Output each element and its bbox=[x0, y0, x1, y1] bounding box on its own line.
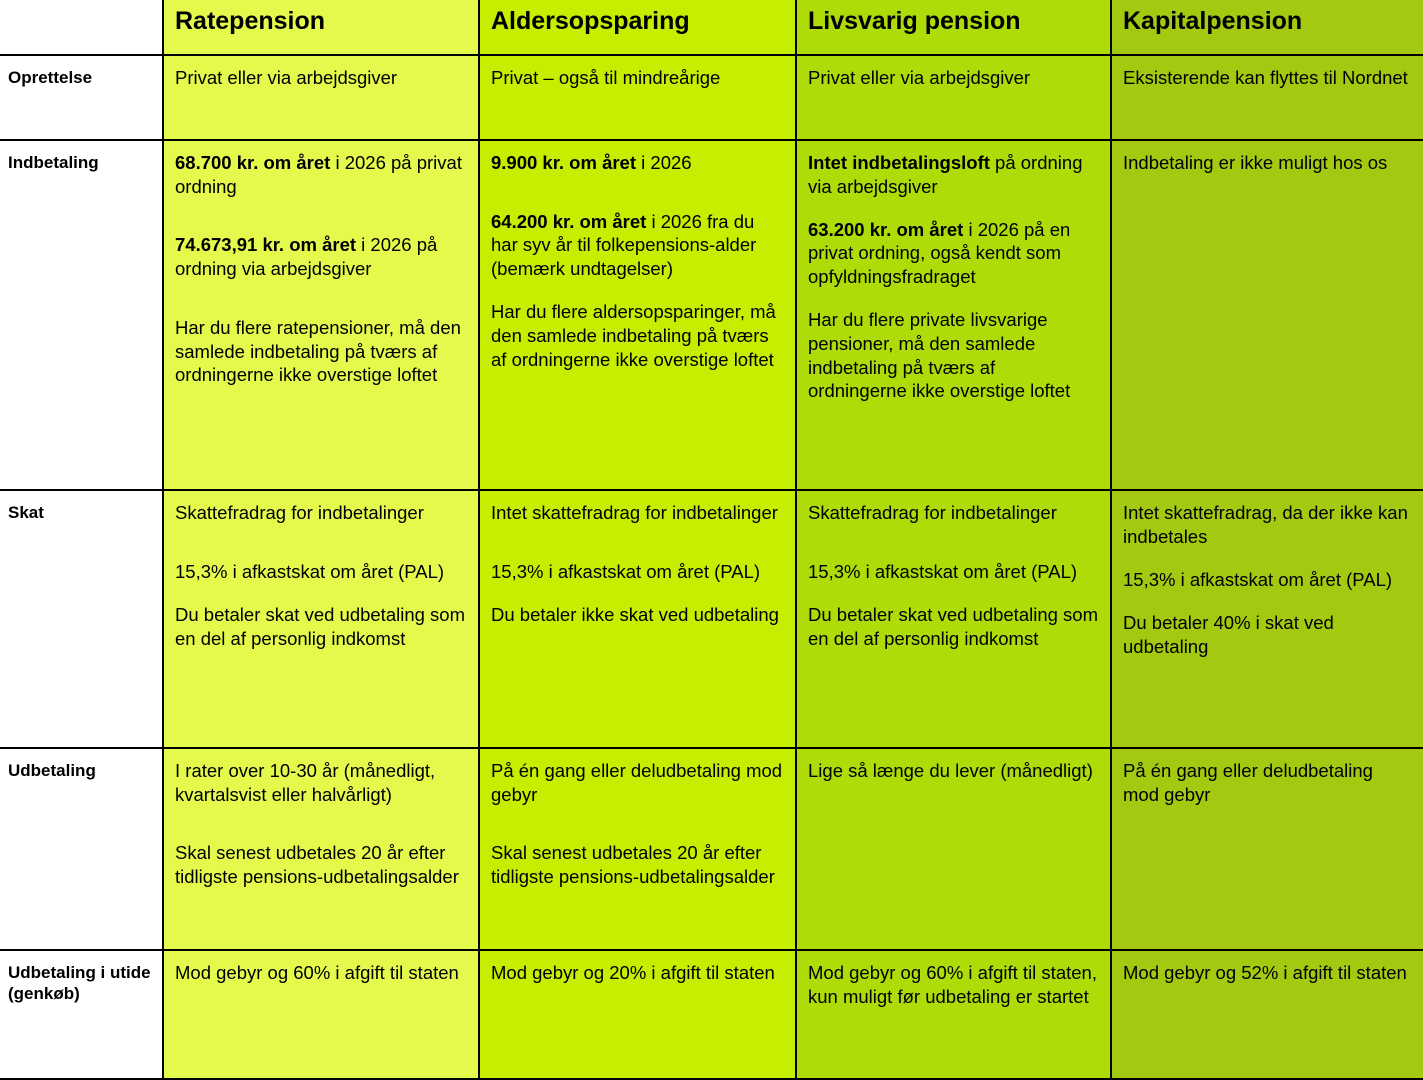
cell-paragraph: Privat eller via arbejdsgiver bbox=[175, 67, 398, 88]
cell-utide-livsvarig bbox=[796, 950, 1111, 1079]
row-label-oprettelse: Oprettelse bbox=[0, 55, 163, 140]
cell-oprettelse-aldersopsparing bbox=[479, 55, 796, 140]
cell-paragraph: I rater over 10-30 år (månedligt, kvartalsvist eller halvårligt) bbox=[175, 760, 436, 805]
cell-paragraph: Indbetaling er ikke muligt hos os bbox=[1123, 152, 1388, 173]
column-header-kapitalpension: Kapitalpension bbox=[1111, 0, 1423, 55]
cell-emphasis: 74.673,91 kr. om året bbox=[175, 234, 357, 256]
cell-paragraph: Har du flere aldersopsparinger, må den samlede indbetaling på tværs af ordningerne ikke overstige loftet bbox=[491, 301, 776, 370]
table-row bbox=[0, 748, 1423, 950]
cell-oprettelse-kapitalpension bbox=[1111, 55, 1423, 140]
row-label-udbetaling: Udbetaling bbox=[0, 748, 163, 950]
cell-paragraph: På én gang eller deludbetaling mod gebyr bbox=[1123, 760, 1373, 805]
cell-emphasis: 68.700 kr. om året bbox=[175, 152, 331, 173]
cell-paragraph: Du betaler skat ved udbetaling som en del af personlig indkomst bbox=[808, 603, 1099, 649]
column-header-ratepension: Ratepension bbox=[163, 0, 479, 55]
cell-paragraph: Skal senest udbetales 20 år efter tidligste pensions-udbetalingsalder bbox=[491, 842, 775, 888]
cell-paragraph: Mod gebyr og 60% i afgift til staten, kun muligt før udbetaling er startet bbox=[808, 962, 1097, 1007]
cell-text: i 2026 bbox=[636, 152, 692, 173]
cell-indbetaling-kapitalpension bbox=[1111, 140, 1423, 490]
cell-paragraph: Skal senest udbetales 20 år efter tidligste pensions-udbetalingsalder bbox=[175, 842, 459, 888]
table-row bbox=[0, 950, 1423, 1079]
cell-paragraph: Privat – også til mindreårige bbox=[491, 67, 721, 88]
column-header-aldersopsparing: Aldersopsparing bbox=[479, 0, 796, 55]
cell-skat-ratepension bbox=[163, 490, 479, 748]
cell-utide-kapitalpension bbox=[1111, 950, 1423, 1079]
row-label-udbetaling-i-utide: Udbetaling i utide (genkøb) bbox=[0, 950, 163, 1079]
cell-paragraph bbox=[491, 151, 784, 175]
cell-indbetaling-livsvarig bbox=[796, 140, 1111, 490]
cell-paragraph: 15,3% i afkastskat om året (PAL) bbox=[175, 560, 445, 582]
cell-paragraph: 15,3% i afkastskat om året (PAL) bbox=[1123, 568, 1393, 590]
cell-udbetaling-aldersopsparing bbox=[479, 748, 796, 950]
cell-text: i 2026 på privat ordning bbox=[175, 152, 462, 197]
cell-paragraph: Mod gebyr og 20% i afgift til staten bbox=[491, 962, 775, 983]
cell-utide-aldersopsparing bbox=[479, 950, 796, 1079]
cell-paragraph: 15,3% i afkastskat om året (PAL) bbox=[808, 560, 1078, 582]
cell-emphasis: 9.900 kr. om året bbox=[491, 152, 637, 173]
cell-text: i 2026 på en privat ordning, også kendt som opfyldningsfradraget bbox=[808, 218, 1071, 288]
cell-paragraph: Intet skattefradrag for indbetalinger bbox=[491, 502, 778, 523]
table-header-row bbox=[0, 0, 1423, 55]
cell-paragraph: 15,3% i afkastskat om året (PAL) bbox=[491, 560, 761, 582]
cell-paragraph: Skattefradrag for indbetalinger bbox=[175, 502, 424, 523]
cell-paragraph: Du betaler 40% i skat ved udbetaling bbox=[1123, 611, 1334, 657]
cell-paragraph: Mod gebyr og 52% i afgift til staten bbox=[1123, 962, 1407, 983]
cell-oprettelse-livsvarig bbox=[796, 55, 1111, 140]
cell-paragraph: Mod gebyr og 60% i afgift til staten bbox=[175, 962, 459, 983]
cell-paragraph: Skattefradrag for indbetalinger bbox=[808, 502, 1057, 523]
cell-emphasis: 64.200 kr. om året bbox=[491, 210, 647, 232]
cell-text: på ordning via arbejdsgiver bbox=[808, 152, 1083, 197]
cell-skat-livsvarig bbox=[796, 490, 1111, 748]
cell-udbetaling-livsvarig bbox=[796, 748, 1111, 950]
table-row bbox=[0, 55, 1423, 140]
cell-paragraph bbox=[175, 233, 467, 280]
cell-paragraph: Har du flere private livsvarige pensioner, må den samlede indbetaling på tværs af ordningerne ikke overstige loftet bbox=[808, 309, 1071, 402]
cell-skat-aldersopsparing bbox=[479, 490, 796, 748]
corner-cell bbox=[0, 0, 163, 55]
cell-paragraph: Intet skattefradrag, da der ikke kan indbetales bbox=[1123, 502, 1408, 547]
table-row bbox=[0, 490, 1423, 748]
cell-paragraph bbox=[808, 151, 1099, 198]
cell-oprettelse-ratepension bbox=[163, 55, 479, 140]
cell-udbetaling-kapitalpension bbox=[1111, 748, 1423, 950]
cell-paragraph: Lige så længe du lever (månedligt) bbox=[808, 760, 1093, 781]
cell-indbetaling-aldersopsparing bbox=[479, 140, 796, 490]
cell-indbetaling-ratepension bbox=[163, 140, 479, 490]
row-label-skat: Skat bbox=[0, 490, 163, 748]
cell-paragraph: Du betaler skat ved udbetaling som en del af personlig indkomst bbox=[175, 603, 466, 649]
cell-paragraph: Du betaler ikke skat ved udbetaling bbox=[491, 603, 779, 625]
cell-skat-kapitalpension bbox=[1111, 490, 1423, 748]
cell-emphasis: Intet indbetalingsloft bbox=[808, 152, 990, 173]
cell-emphasis: 63.200 kr. om året bbox=[808, 218, 964, 240]
cell-text: i 2026 fra du har syv år til folkepensions-alder (bemærk undtagelser) bbox=[491, 210, 757, 280]
cell-paragraph: Eksisterende kan flyttes til Nordnet bbox=[1123, 67, 1408, 88]
cell-paragraph: Har du flere ratepensioner, må den samlede indbetaling på tværs af ordningerne ikke overstige loftet bbox=[175, 316, 461, 386]
table-row bbox=[0, 140, 1423, 490]
cell-paragraph bbox=[808, 218, 1099, 289]
row-label-indbetaling: Indbetaling bbox=[0, 140, 163, 490]
cell-udbetaling-ratepension bbox=[163, 748, 479, 950]
cell-paragraph: På én gang eller deludbetaling mod gebyr bbox=[491, 760, 783, 805]
cell-utide-ratepension bbox=[163, 950, 479, 1079]
cell-text: i 2026 på ordning via arbejdsgiver bbox=[175, 234, 438, 280]
cell-paragraph: Privat eller via arbejdsgiver bbox=[808, 67, 1031, 88]
cell-paragraph bbox=[491, 210, 784, 281]
column-header-livsvarig-pension: Livsvarig pension bbox=[796, 0, 1111, 55]
cell-paragraph bbox=[175, 151, 467, 198]
